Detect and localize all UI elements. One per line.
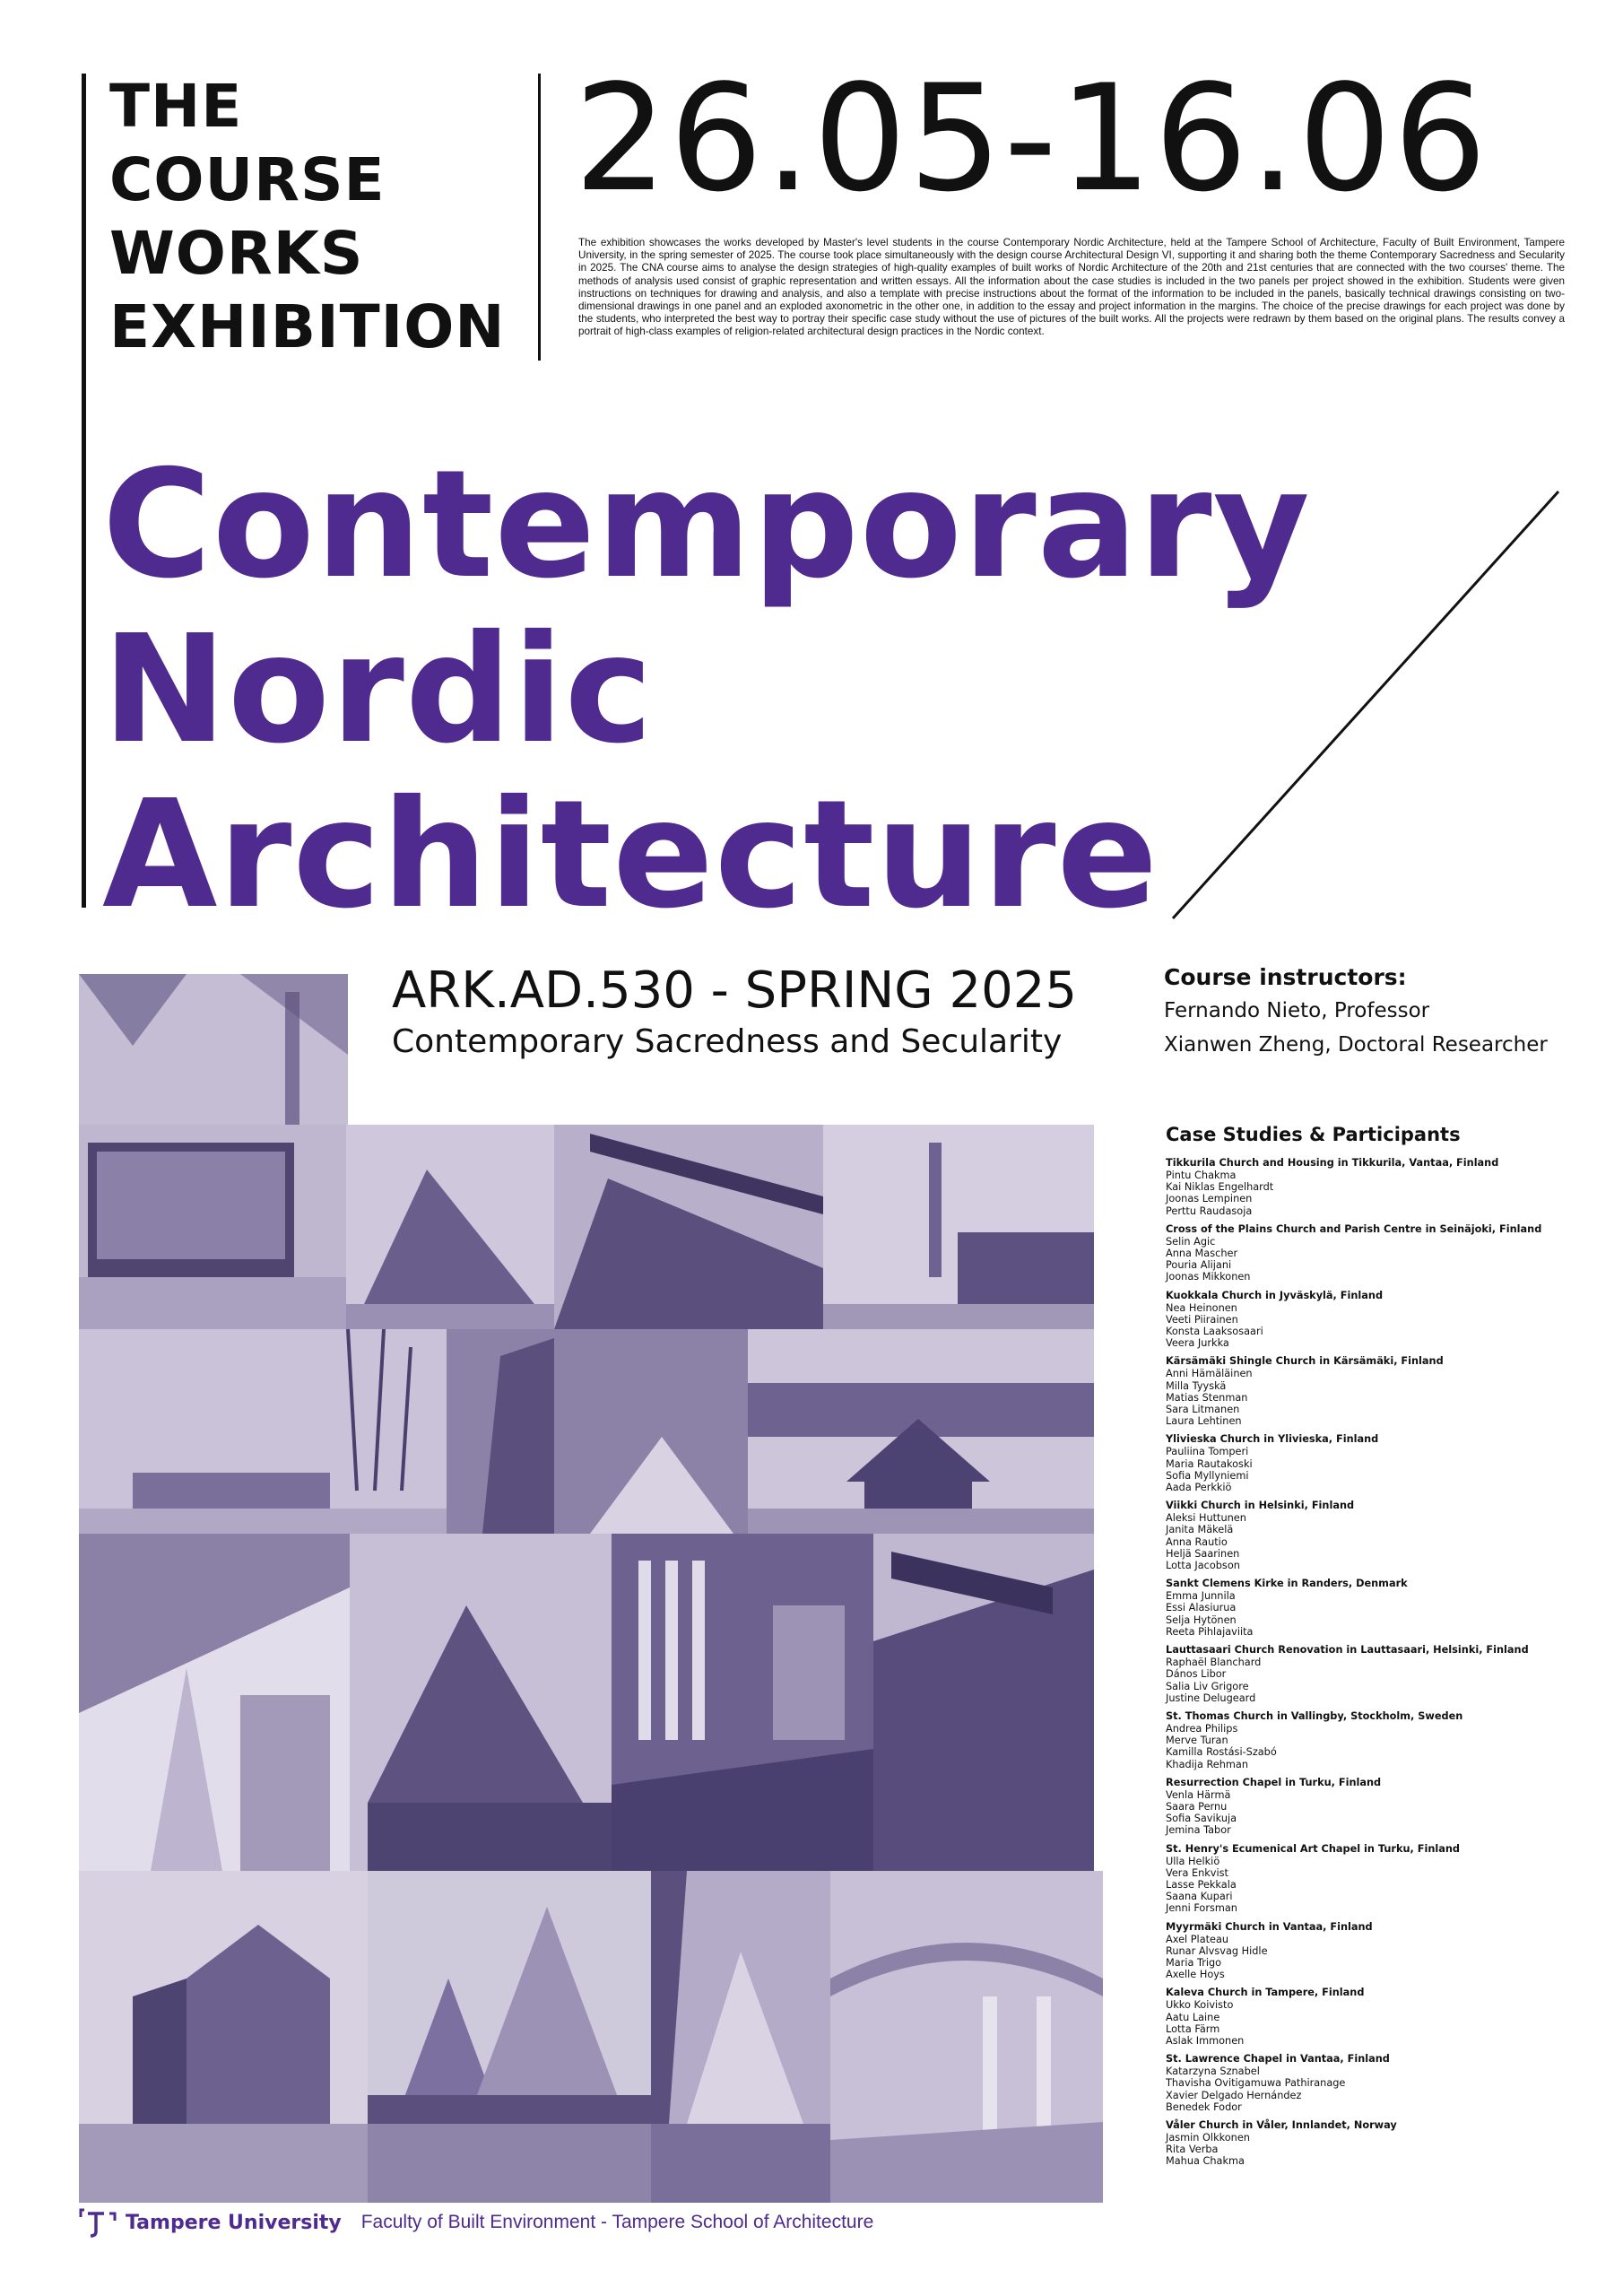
participant-name: Heljä Saarinen xyxy=(1166,1547,1240,1560)
case-study xyxy=(1166,1157,1596,1217)
course-theme: Contemporary Sacredness and Secularity xyxy=(392,1023,1063,1060)
participant-name: Sofia Savikuja xyxy=(1166,1813,1237,1825)
participant-name: Selja Hytönen xyxy=(1166,1613,1237,1626)
participant-name: Xavier Delgado Hernández xyxy=(1166,2089,1302,2101)
participant-name: Axel Plateau xyxy=(1166,1933,1229,1945)
participant-name: Anna Mascher xyxy=(1166,1248,1238,1260)
case-studies-heading: Case Studies & Participants xyxy=(1166,1124,1461,1145)
participant-name: Pouria Alijani xyxy=(1166,1259,1232,1272)
participant-name: Emma Junnila xyxy=(1166,1590,1236,1603)
case-study-title: Ylivieska Church in Ylivieska, Finland xyxy=(1166,1433,1379,1446)
participant-name: Axelle Hoys xyxy=(1166,1969,1225,1981)
case-study xyxy=(1166,1355,1596,1427)
participant-name: Justine Delugeard xyxy=(1166,1692,1256,1704)
participant-name: Salia Liv Grigore xyxy=(1166,1680,1249,1692)
participant-name: Veera Jurkka xyxy=(1166,1337,1229,1350)
case-study xyxy=(1166,1777,1596,1837)
tuni-logo-icon xyxy=(79,2206,118,2239)
participant-name: Runar Alvsvag Hidle xyxy=(1166,1944,1268,1957)
participant-name: Andrea Philips xyxy=(1166,1722,1238,1735)
kicker-line: WORKS xyxy=(109,219,364,288)
course-code: ARK.AD.530 - SPRING 2025 xyxy=(392,961,1078,1020)
instructor-name: Fernando Nieto, Professor xyxy=(1164,999,1430,1022)
participant-name: Ukko Koivisto xyxy=(1166,1999,1234,2012)
tampere-university-logo xyxy=(79,2206,342,2239)
title-line: Nordic xyxy=(102,604,654,777)
participant-name: Raphaël Blanchard xyxy=(1166,1657,1262,1669)
participant-name: Benedek Fodor xyxy=(1166,2100,1242,2113)
participant-name: Milla Tyyskä xyxy=(1166,1379,1227,1392)
participant-name: Ulla Helkiö xyxy=(1166,1855,1220,1867)
participant-name: Pintu Chakma xyxy=(1166,1170,1237,1181)
case-study-title: Myyrmäki Church in Vantaa, Finland xyxy=(1166,1920,1373,1933)
participant-name: Maria Trigo xyxy=(1166,1956,1222,1969)
case-study-title: Kaleva Church in Tampere, Finland xyxy=(1166,1987,1365,1999)
university-name: Tampere University xyxy=(126,2211,342,2234)
case-study xyxy=(1166,1500,1596,1571)
participant-name: Nea Heinonen xyxy=(1166,1301,1237,1314)
case-studies-list xyxy=(1166,1121,1596,2174)
participant-name: Aslak Immonen xyxy=(1166,2034,1245,2047)
participant-name: Laura Lehtinen xyxy=(1166,1415,1242,1428)
case-study xyxy=(1166,1290,1596,1350)
case-study-title: Cross of the Plains Church and Parish Centre in Seinäjoki, Finland xyxy=(1166,1222,1542,1235)
participant-name: Anni Hämäläinen xyxy=(1166,1368,1253,1380)
case-study-title: Lauttasaari Church Renovation in Lauttasaari, Helsinki, Finland xyxy=(1166,1644,1529,1657)
participant-name: Sara Litmanen xyxy=(1166,1404,1240,1416)
case-study-title: Våler Church in Våler, Innlandet, Norway xyxy=(1166,2118,1397,2131)
case-study xyxy=(1166,2053,1596,2113)
case-study xyxy=(1166,1987,1596,2047)
participant-name: Maria Rautakoski xyxy=(1166,1457,1253,1470)
participant-name: Saana Kupari xyxy=(1166,1891,1233,1903)
participant-name: Sofia Myllyniemi xyxy=(1166,1469,1249,1482)
case-study-title: Viikki Church in Helsinki, Finland xyxy=(1166,1500,1355,1512)
participant-name: Rita Verba xyxy=(1166,2144,1219,2156)
instructor-name: Xianwen Zheng, Doctoral Researcher xyxy=(1164,1033,1548,1057)
case-study-title: St. Thomas Church in Vallingby, Stockholm, Sweden xyxy=(1166,1709,1463,1722)
case-study xyxy=(1166,1578,1596,1638)
participant-name: Dános Libor xyxy=(1166,1668,1227,1681)
participant-name: Thavisha Ovitigamuwa Pathiranage xyxy=(1166,2077,1346,2090)
participant-name: Matias Stenman xyxy=(1166,1391,1248,1404)
instructors-block xyxy=(1164,961,1548,1062)
case-study-title: Kuokkala Church in Jyväskylä, Finland xyxy=(1166,1289,1384,1301)
intro-paragraph: The exhibition showcases the works developed by Master's level students in the course Contemporary Nordic Architecture, held at the Tampere School of Architecture, Faculty of Built Environment, Tampere University, in the spring semester of 2025. The course took place simultaneously with the design course Architectural Design VI, supporting it and sharing both the theme Contemporary Sacredness and Secularity in 2025. The CNA course aims to analyse the design strategies of high-quality examples of built works of Nordic Architecture of the 20th and 21st centuries that are connected with the two courses' theme. The methods of analysis used consist of graphic representation and written essays. All the information about the case studies is included in the two panels per project showed in the exhibition. Students were given instructions on techniques for drawing and analysis, and also a template with precise instructions about the format of the information to be included in the panels, basically technical drawings consisting on two-dimensional drawings in one panel and an exploded axonometric in the other one, in addition to the essay and project information in the margins. The choice of the precise drawings for each project was done by the students, who interpreted the best way to portray their specific case study without the use of pictures of the built works. All the projects were redrawn by them based on the original plans. The results convey a portrait of high-class examples of religion-related architectural design practices in the Nordic context. xyxy=(578,237,1565,338)
participant-name: Perttu Raudasoja xyxy=(1166,1205,1253,1217)
participant-name: Aleksi Huttunen xyxy=(1166,1512,1246,1525)
participant-name: Mahua Chakma xyxy=(1166,2155,1245,2168)
participant-name: Merve Turan xyxy=(1166,1735,1228,1747)
case-study xyxy=(1166,1921,1596,1981)
participant-name: Kai Niklas Engelhardt xyxy=(1166,1181,1274,1194)
participant-name: Jasmin Olkkonen xyxy=(1166,2131,1250,2144)
case-study-title: St. Lawrence Chapel in Vantaa, Finland xyxy=(1166,2053,1390,2066)
case-studies-items xyxy=(1166,1157,1596,2168)
faculty-name: Faculty of Built Environment - Tampere School of Architecture xyxy=(360,2212,874,2232)
participant-name: Janita Mäkelä xyxy=(1166,1524,1234,1536)
participant-name: Reeta Pihlajaviita xyxy=(1166,1625,1254,1638)
participant-name: Vera Enkvist xyxy=(1166,1866,1228,1879)
participant-name: Pauliina Tomperi xyxy=(1166,1446,1249,1458)
participant-name: Katarzyna Sznabel xyxy=(1166,2066,1260,2078)
participant-name: Saara Pernu xyxy=(1166,1800,1228,1813)
title-line: Architecture xyxy=(102,769,1159,942)
participant-name: Aada Perkkiö xyxy=(1166,1482,1232,1494)
case-study-title: Resurrection Chapel in Turku, Finland xyxy=(1166,1776,1382,1788)
instructors-heading: Course instructors: xyxy=(1164,964,1407,990)
participant-name: Veeti Piirainen xyxy=(1166,1313,1238,1326)
participant-name: Venla Härmä xyxy=(1166,1788,1231,1801)
case-study xyxy=(1166,1710,1596,1770)
participant-name: Lotta Jacobson xyxy=(1166,1560,1240,1572)
participant-name: Aatu Laine xyxy=(1166,2011,1220,2023)
case-study xyxy=(1166,1433,1596,1493)
kicker-line: EXHIBITION xyxy=(109,292,506,361)
participant-name: Konsta Laaksosaari xyxy=(1166,1326,1263,1338)
title-line: Contemporary xyxy=(102,439,1311,612)
participant-name: Jenni Forsman xyxy=(1166,1902,1237,1915)
participant-name: Joonas Mikkonen xyxy=(1166,1271,1251,1283)
kicker-line: THE xyxy=(109,72,243,141)
participant-name: Anna Rautio xyxy=(1166,1535,1228,1548)
participant-name: Selin Agic xyxy=(1166,1235,1216,1248)
case-study-title: Tikkurila Church and Housing in Tikkurila, Vantaa, Finland xyxy=(1166,1157,1499,1169)
participant-name: Lotta Färm xyxy=(1166,2022,1220,2035)
exhibition-dates: 26.05-16.06 xyxy=(574,53,1489,224)
participant-name: Kamilla Rostási-Szabó xyxy=(1166,1746,1277,1759)
case-study xyxy=(1166,1644,1596,1704)
kicker-line: COURSE xyxy=(109,145,386,214)
case-study-title: St. Henry's Ecumenical Art Chapel in Turku, Finland xyxy=(1166,1842,1461,1855)
participant-name: Essi Alasiurua xyxy=(1166,1602,1237,1614)
case-study xyxy=(1166,1843,1596,1915)
participant-name: Jemina Tabor xyxy=(1166,1824,1231,1837)
case-study xyxy=(1166,2119,1596,2168)
participant-name: Khadija Rehman xyxy=(1166,1758,1248,1770)
case-study-title: Sankt Clemens Kirke in Randers, Denmark xyxy=(1166,1578,1408,1590)
case-study-title: Kärsämäki Shingle Church in Kärsämäki, Finland xyxy=(1166,1355,1444,1368)
participant-name: Joonas Lempinen xyxy=(1166,1193,1253,1205)
case-study xyxy=(1166,1223,1596,1283)
footer xyxy=(79,2205,873,2240)
participant-name: Lasse Pekkala xyxy=(1166,1878,1237,1891)
